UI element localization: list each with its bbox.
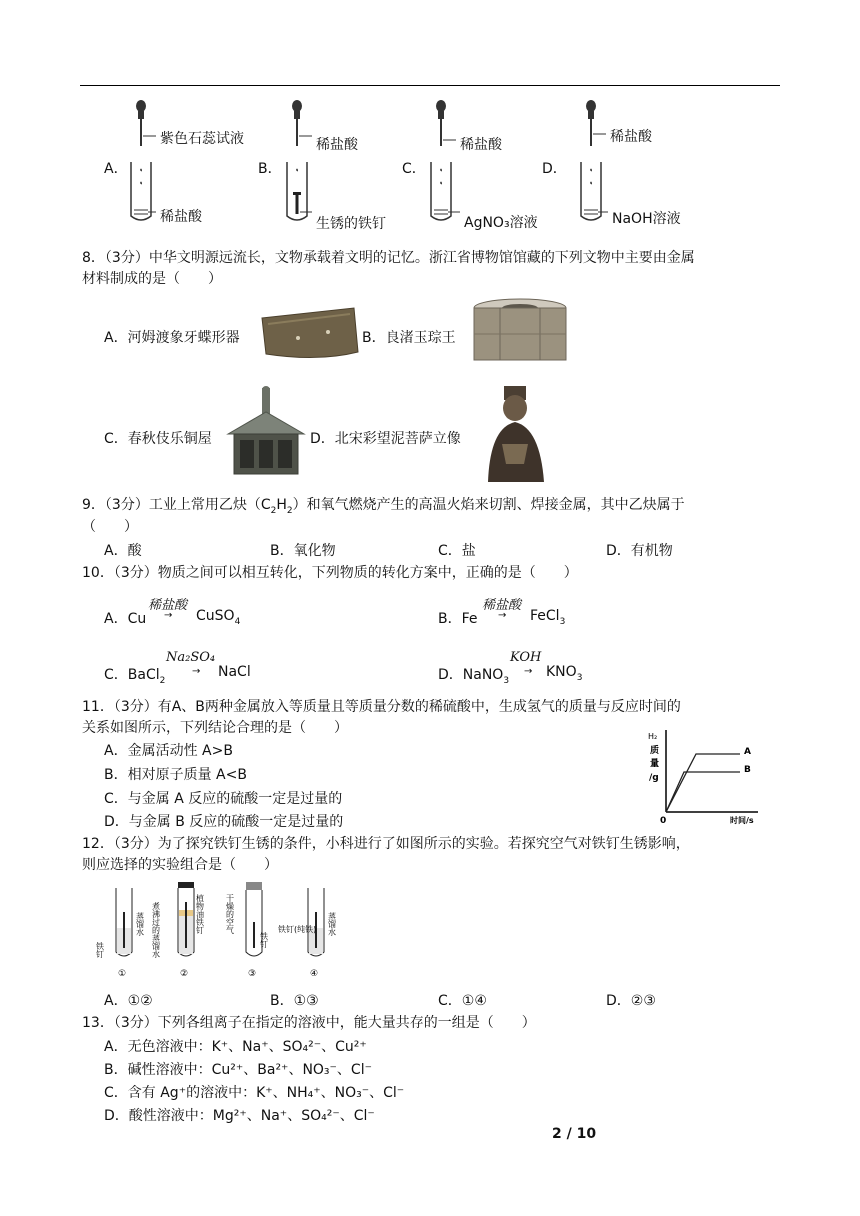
chart-line-a [666, 754, 740, 812]
q10-b-product-text: FeCl [530, 608, 560, 624]
q7-d-tube-label: NaOH溶液 [612, 211, 681, 227]
bodhisattva-statue-icon [480, 384, 552, 484]
t3-num: ③ [248, 969, 257, 979]
q12-option-a[interactable]: A．①② [104, 993, 153, 1009]
q10-d-arrow: → [524, 666, 533, 677]
q10-c-reagent: Na₂SO₄ [166, 650, 216, 665]
q7-option-a-letter[interactable]: A． [104, 161, 128, 177]
t4-left-label: 铁钉(纯铁) [278, 925, 317, 934]
q13-option-d[interactable]: D．酸性溶液中：Mg²⁺、Na⁺、SO₄²⁻、Cl⁻ [104, 1108, 375, 1124]
q12-rust-experiment-diagram [95, 882, 368, 982]
q9-sub-2: 2 [286, 505, 293, 516]
q10-d-reagent: KOH [510, 650, 542, 665]
chart-series-b-label: B [744, 765, 751, 775]
q8-stem-line2: 材料制成的是（ ） [82, 271, 222, 287]
q10-c-product: NaCl [218, 664, 251, 680]
q12-option-b[interactable]: B．①③ [270, 993, 319, 1009]
t4-num: ④ [310, 969, 319, 979]
q10-a-reagent: 稀盐酸 [148, 598, 188, 613]
header-rule [80, 85, 780, 86]
q10-a-reactant: A．Cu [104, 611, 147, 627]
q8-option-d[interactable]: D．北宋彩望泥菩萨立像 [310, 431, 461, 447]
t2-num: ② [180, 969, 189, 979]
q9-stem-line1 [82, 494, 685, 522]
q10-c-reactant [104, 664, 165, 686]
q9-stem-pre: 9．（3分）工业上常用乙炔（C [82, 497, 271, 513]
q10-c-reactant-text: C．BaCl [104, 667, 160, 683]
q10-b-product [530, 608, 565, 627]
chart-ylabel-4: /g [649, 773, 659, 783]
q7-c-dropper-label: 稀盐酸 [460, 137, 502, 153]
chart-ylabel-3: 量 [650, 759, 660, 769]
q12-stem-line2: 则应选择的实验组合是（ ） [82, 857, 278, 873]
chart-xlabel: 时间/s [730, 816, 754, 825]
t1-right-label: 蒸馏水 [135, 912, 145, 936]
t2-right-label: 植物油铁钉 [195, 894, 205, 934]
chart-ylabel-2: 质 [650, 746, 660, 756]
q10-c-reactant-sub: 2 [159, 675, 166, 686]
t3-right-label: 铁钉 [259, 932, 269, 948]
q9-sub-1: 2 [270, 505, 277, 516]
chart-origin-label: 0 [660, 816, 667, 826]
q13-option-c[interactable]: C．含有 Ag⁺的溶液中：K⁺、NH₄⁺、NO₃⁻、Cl⁻ [104, 1085, 405, 1101]
q10-b-arrow: → [498, 610, 507, 621]
chart-series-a-label: A [744, 747, 751, 757]
q10-c-arrow: → [192, 666, 201, 677]
q10-d-product-sub: 3 [576, 672, 583, 683]
q10-b-reactant: B．Fe [438, 611, 478, 627]
q10-d-reactant-sub: 3 [503, 675, 510, 686]
q12-stem-line1: 12．（3分）为了探究铁钉生锈的条件，小科进行了如图所示的实验。若探究空气对铁钉生锈影响， [82, 836, 690, 852]
q10-d-product-text: KNO [546, 664, 577, 680]
q10-d-reactant [438, 664, 509, 686]
chart-line-b [666, 772, 740, 812]
t2-left-label: 煮沸过的蒸馏水 [151, 902, 161, 958]
t1-num: ① [118, 969, 127, 979]
q7-d-dropper-label: 稀盐酸 [610, 129, 652, 145]
chart-ylabel-1: H₂ [648, 732, 658, 741]
q13-option-a[interactable]: A．无色溶液中：K⁺、Na⁺、SO₄²⁻、Cu²⁺ [104, 1039, 367, 1055]
q7-a-dropper-label: 紫色石蕊试液 [160, 131, 244, 147]
q9-option-a[interactable]: A．酸 [104, 543, 142, 559]
q7-option-d-letter[interactable]: D． [542, 161, 567, 177]
t1-left-label: 铁钉 [95, 942, 105, 958]
page-number: 2 / 10 [552, 1126, 597, 1142]
q11-stem-line2: 关系如图所示，下列结论合理的是（ ） [82, 720, 348, 736]
q8-stem-line1: 8．（3分）中华文明源远流长，文物承载着文明的记忆。浙江省博物馆馆藏的下列文物中主要由金属 [82, 250, 695, 266]
q11-hydrogen-chart [640, 726, 770, 826]
q13-option-b[interactable]: B．碱性溶液中：Cu²⁺、Ba²⁺、NO₃⁻、Cl⁻ [104, 1062, 372, 1078]
q10-stem: 10．（3分）物质之间可以相互转化，下列物质的转化方案中，正确的是（ ） [82, 565, 578, 581]
q10-b-product-sub: 3 [559, 616, 566, 627]
q7-option-b-letter[interactable]: B． [258, 161, 282, 177]
q9-stem-mid: H [276, 497, 287, 513]
q10-a-product-sub: 4 [234, 616, 241, 627]
q12-option-c[interactable]: C．①④ [438, 993, 487, 1009]
q7-b-dropper-label: 稀盐酸 [316, 137, 358, 153]
q7-b-tube-label: 生锈的铁钉 [316, 216, 386, 232]
q10-a-arrow: → [164, 610, 173, 621]
q9-stem-line2: （ ） [82, 519, 138, 535]
q8-option-b[interactable]: B．良渚玉琮王 [362, 330, 456, 346]
q11-stem-line1: 11．（3分）有A、B两种金属放入等质量且等质量分数的稀硫酸中，生成氢气的质量与反应时间的 [82, 699, 681, 715]
q10-d-product [546, 664, 582, 683]
q7-c-tube-label: AgNO₃溶液 [464, 215, 538, 231]
q10-d-reactant-text: D．NaNO [438, 667, 504, 683]
q13-stem: 13．（3分）下列各组离子在指定的溶液中，能大量共存的一组是（ ） [82, 1015, 536, 1031]
q8-option-c[interactable]: C．春秋伎乐铜屋 [104, 431, 212, 447]
q11-option-d[interactable]: D．与金属 B 反应的硫酸一定是过量的 [104, 814, 344, 830]
q12-option-d[interactable]: D．②③ [606, 993, 656, 1009]
t4-right-label: 蒸馏水 [327, 912, 337, 936]
q11-option-b[interactable]: B．相对原子质量 A<B [104, 767, 247, 783]
q7-option-c-letter[interactable]: C． [402, 161, 426, 177]
q11-option-a[interactable]: A．金属活动性 A>B [104, 743, 233, 759]
bronze-house-artifact-icon [224, 384, 308, 480]
ivory-butterfly-artifact-icon [258, 304, 360, 362]
q7-a-tube-label: 稀盐酸 [160, 209, 202, 225]
t3-left-label: 干燥的空气 [225, 894, 235, 934]
q9-option-d[interactable]: D．有机物 [606, 543, 673, 559]
jade-cong-artifact-icon [470, 298, 570, 368]
q8-option-a[interactable]: A．河姆渡象牙蝶形器 [104, 330, 240, 346]
q11-option-c[interactable]: C．与金属 A 反应的硫酸一定是过量的 [104, 791, 343, 807]
q10-a-product-text: CuSO [196, 608, 235, 624]
q10-a-product [196, 608, 240, 627]
q9-option-b[interactable]: B．氧化物 [270, 543, 336, 559]
q10-b-reagent: 稀盐酸 [482, 598, 522, 613]
q9-option-c[interactable]: C．盐 [438, 543, 476, 559]
q9-stem-post: ）和氧气燃烧产生的高温火焰来切割、焊接金属，其中乙炔属于 [292, 497, 685, 513]
